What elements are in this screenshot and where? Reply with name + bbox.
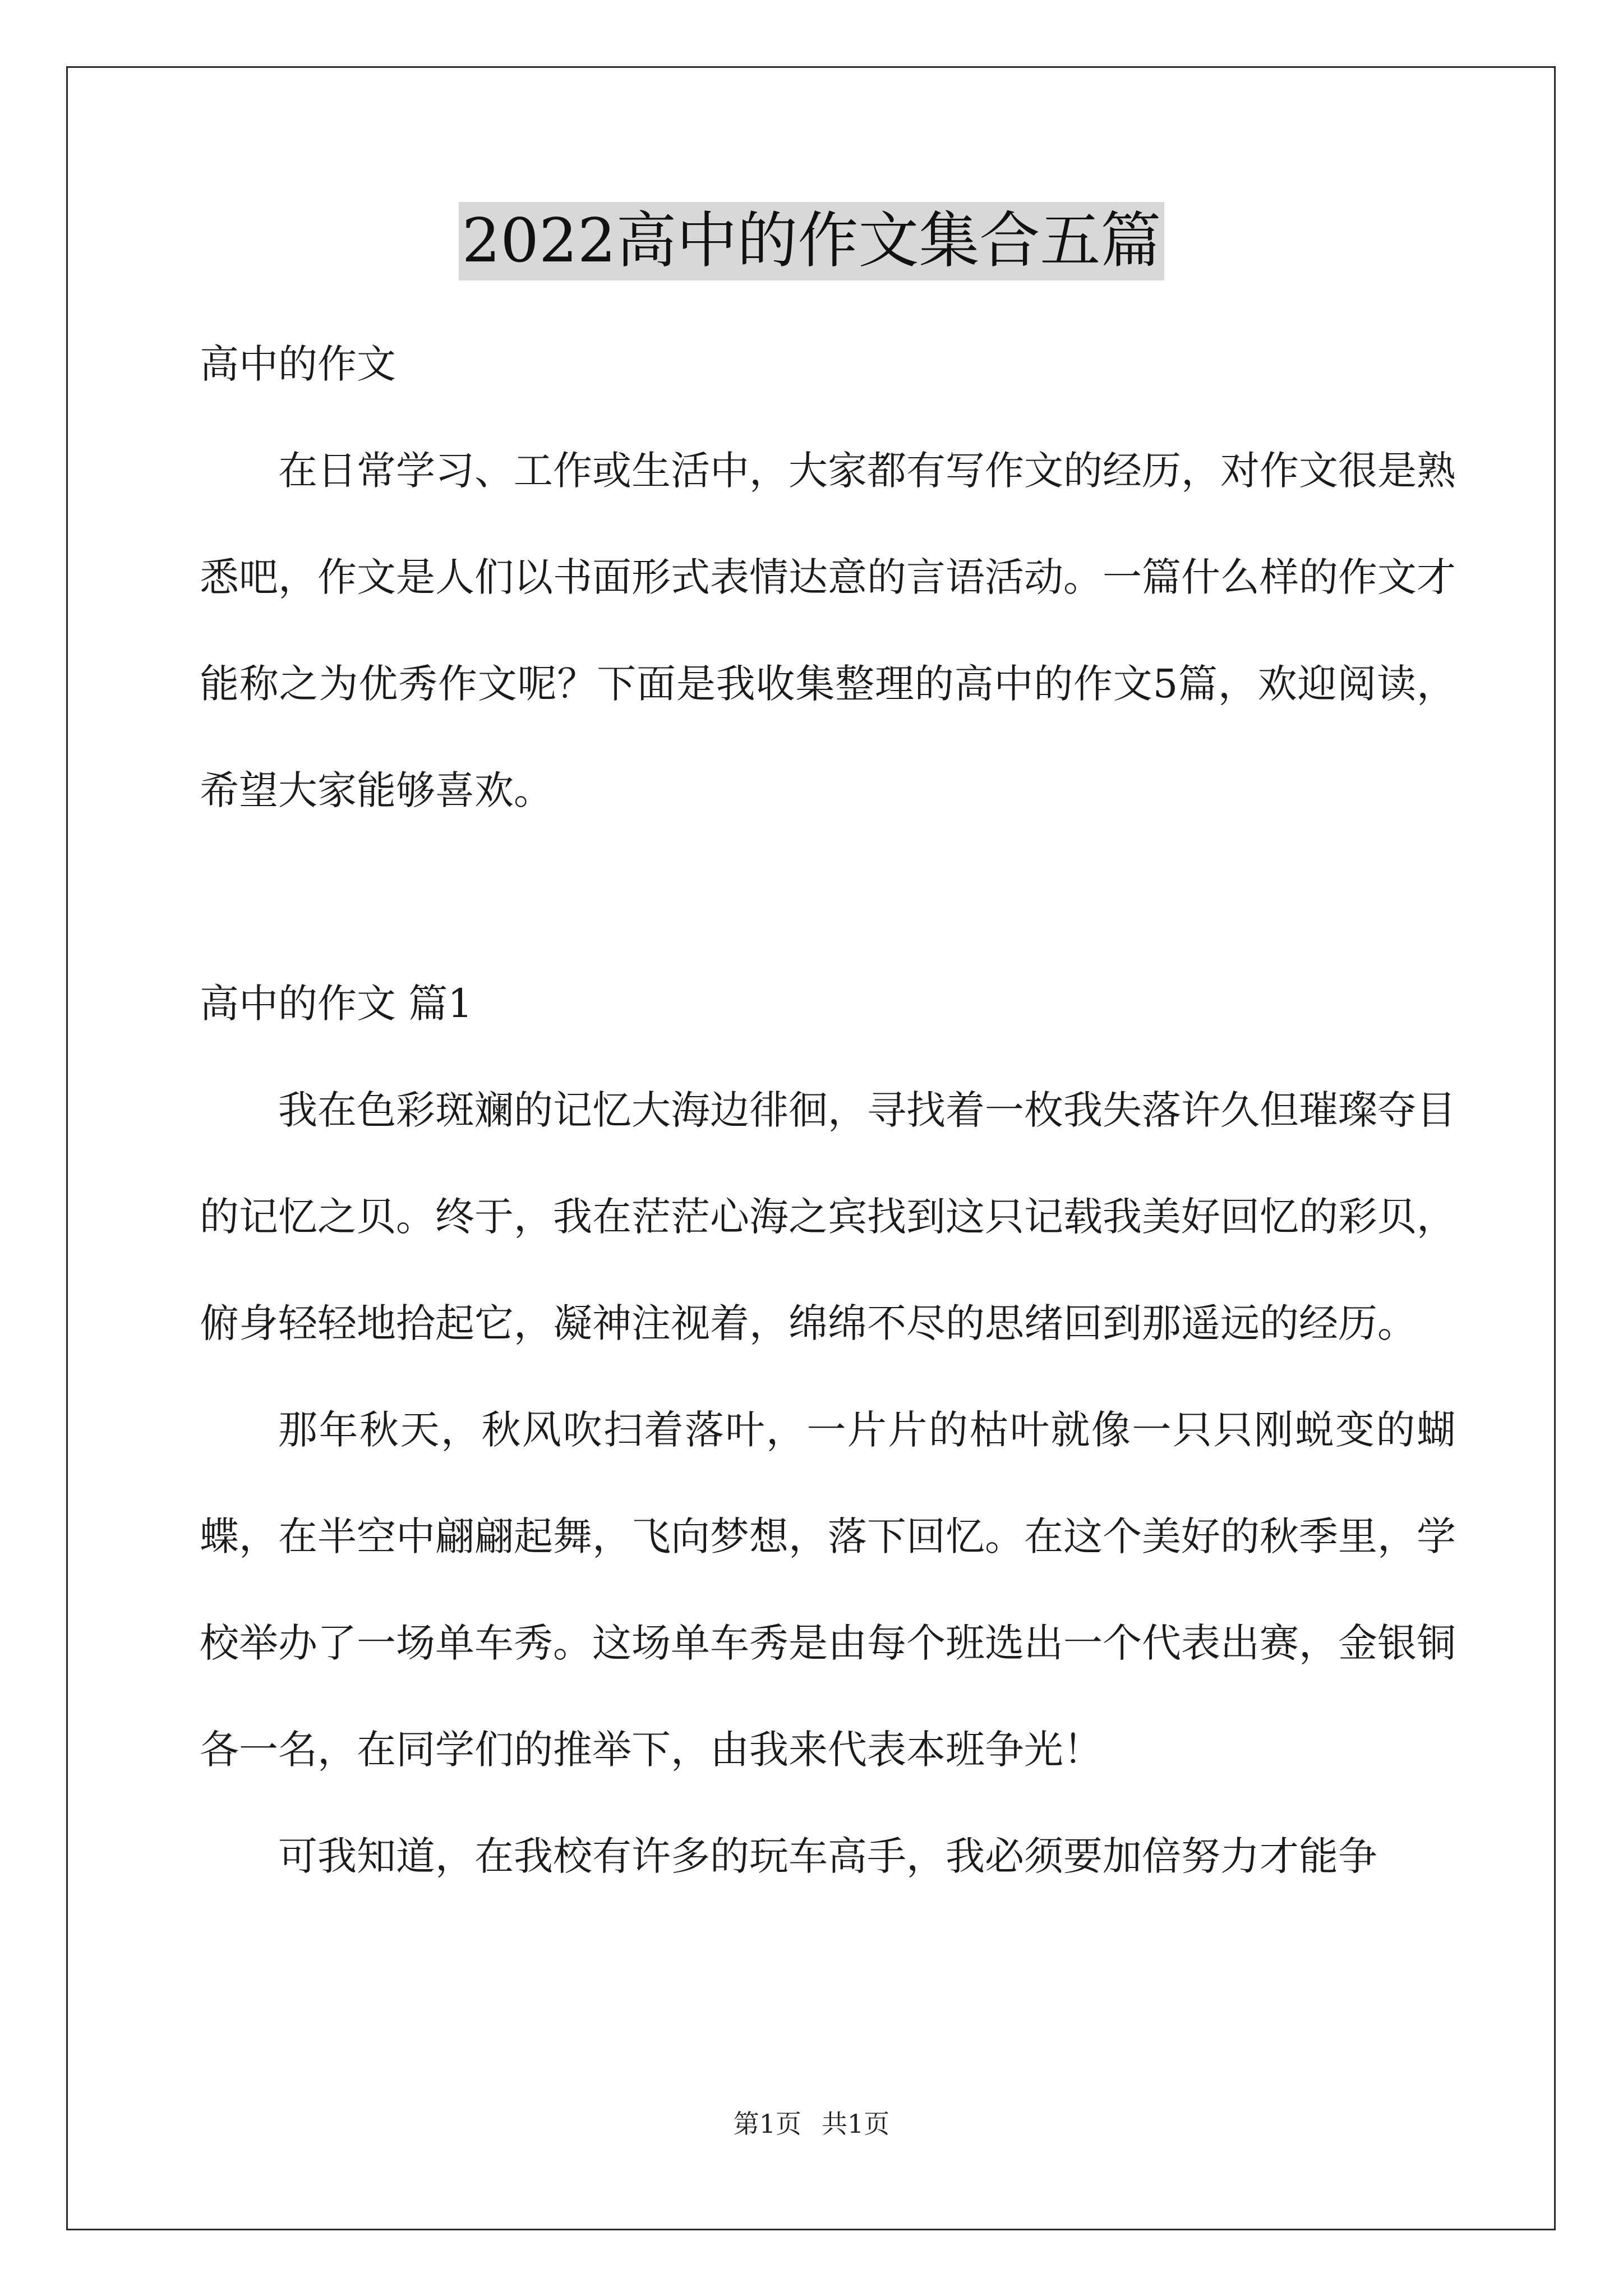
title-container	[0, 202, 1623, 280]
document-body	[200, 311, 1456, 1910]
page-footer	[0, 2107, 1623, 2141]
document-title: 2022高中的作文集合五篇	[459, 202, 1165, 280]
page-number: 第1页	[733, 2109, 801, 2139]
intro-paragraph: 在日常学习、工作或生活中，大家都有写作文的经历，对作文很是熟悉吧，作文是人们以书面形式表情达意的言语活动。一篇什么样的作文才能称之为优秀作文呢？下面是我收集整理的高中的作文5篇，欢迎阅读，希望大家能够喜欢。	[200, 448, 1456, 813]
body-paragraph: 我在色彩斑斓的记忆大海边徘徊，寻找着一枚我失落许久但璀璨夺目的记忆之贝。终于，我在茫茫心海之宾找到这只记载我美好回忆的彩贝，俯身轻轻地拾起它，凝神注视着，绵绵不尽的思绪回到那遥远的经历。	[200, 1087, 1456, 1346]
body-paragraph: 那年秋天，秋风吹扫着落叶，一片片的枯叶就像一只只刚蜕变的蝴蝶，在半空中翩翩起舞，飞向梦想，落下回忆。在这个美好的秋季里，学校举办了一场单车秀。这场单车秀是由每个班选出一个代表出赛，金银铜各一名，在同学们的推举下，由我来代表本班争光！	[200, 1407, 1456, 1773]
body-paragraph: 可我知道，在我校有许多的玩车高手，我必须要加倍努力才能争	[278, 1833, 1377, 1879]
intro-heading: 高中的作文	[200, 341, 396, 387]
page-total: 共1页	[822, 2109, 890, 2139]
section-heading: 高中的作文 篇1	[200, 981, 473, 1027]
section-spacer	[200, 844, 1456, 950]
